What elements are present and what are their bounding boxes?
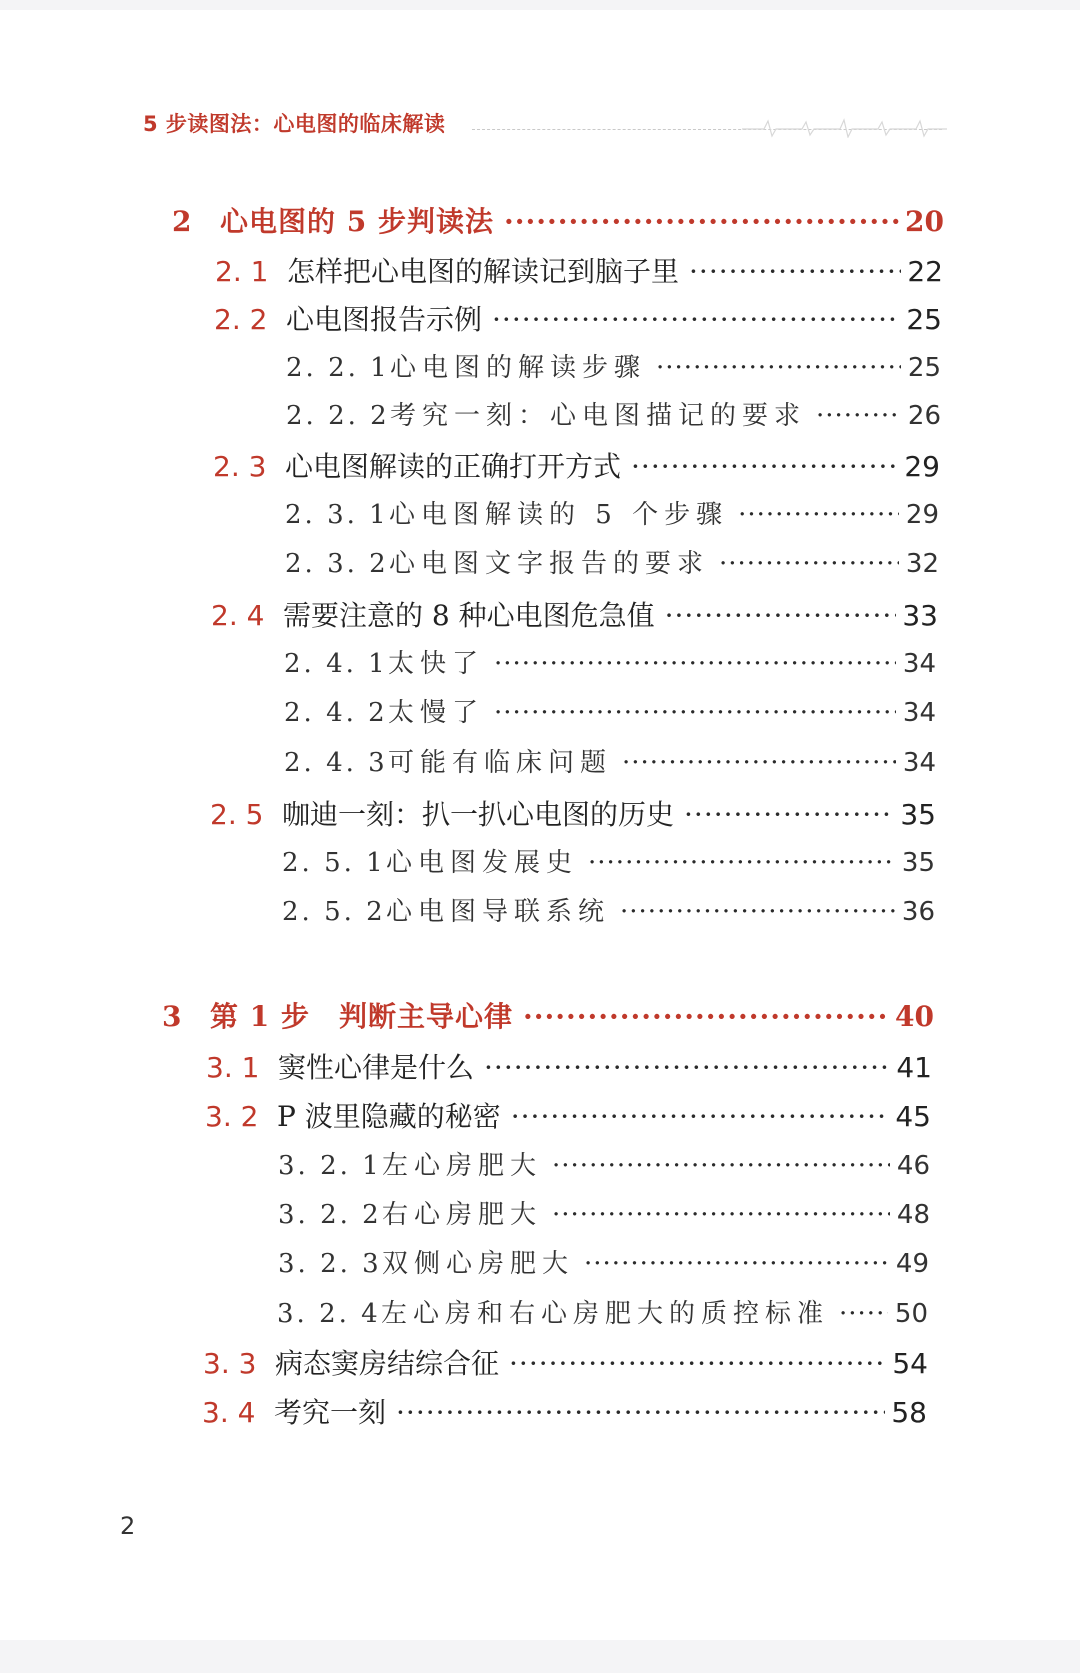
section-number: 2. 5 — [210, 798, 264, 831]
dot-leader — [509, 1347, 886, 1380]
section-title: 病态窦房结综合征 — [275, 1347, 500, 1380]
page-ref: 41 — [896, 1051, 932, 1084]
toc-subsection[interactable] — [286, 395, 941, 432]
section-number: 3. 1 — [206, 1051, 260, 1084]
subsection-title: 心电图解读的 5 个步骤 — [389, 500, 729, 530]
section-number: 2. 4 — [211, 599, 265, 632]
toc-subsection[interactable] — [278, 1194, 930, 1231]
section-number: 2. 3 — [213, 450, 267, 483]
subsection-title: 左心房和右心房肥大的质控标准 — [381, 1299, 830, 1329]
toc-section[interactable] — [203, 1342, 928, 1382]
page-ref: 34 — [902, 698, 936, 728]
page-ref: 20 — [905, 205, 944, 238]
dot-leader — [494, 649, 896, 679]
subsection-number: 3. 2. 2 — [278, 1200, 382, 1230]
toc-subsection[interactable] — [278, 1243, 929, 1280]
dot-leader — [631, 450, 898, 483]
dot-leader — [552, 1200, 890, 1230]
section-title: 怎样把心电图的解读记到脑子里 — [287, 255, 680, 288]
dot-leader — [396, 1396, 885, 1429]
dot-leader — [492, 303, 900, 336]
toc-section[interactable] — [211, 594, 938, 634]
page-ref: 35 — [901, 848, 935, 878]
toc-chapter[interactable] — [172, 200, 944, 240]
scan-edge-bottom — [0, 1640, 1080, 1673]
dot-leader — [719, 549, 899, 579]
section-title: 窦性心律是什么 — [278, 1051, 475, 1084]
subsection-number: 3. 2. 3 — [278, 1249, 382, 1279]
chapter-number: 3 — [162, 1000, 182, 1033]
dot-leader — [622, 748, 896, 778]
ecg-trace-decoration — [742, 116, 947, 138]
dot-leader — [684, 798, 894, 831]
dot-leader — [504, 205, 899, 238]
page-ref: 48 — [896, 1200, 930, 1230]
toc-section[interactable] — [206, 1046, 932, 1086]
section-title: 咖迪一刻：扒一扒心电图的历史 — [282, 798, 675, 831]
page-ref: 33 — [902, 599, 938, 632]
dot-leader — [816, 401, 901, 431]
dot-leader — [584, 1249, 889, 1279]
toc-chapter[interactable] — [162, 995, 934, 1035]
running-header: 5 步读图法：心电图的临床解读 — [143, 112, 446, 136]
toc-subsection[interactable] — [284, 643, 936, 680]
toc-subsection[interactable] — [282, 891, 935, 928]
subsection-title: 右心房肥大 — [382, 1200, 543, 1230]
toc-subsection[interactable] — [278, 1145, 930, 1182]
subsection-number: 2. 3. 1 — [285, 500, 389, 530]
toc-section[interactable] — [215, 250, 943, 290]
section-title: 考究一刻 — [274, 1396, 387, 1429]
page-ref: 35 — [900, 798, 936, 831]
subsection-number: 3. 2. 4 — [277, 1299, 381, 1329]
subsection-number: 2. 4. 1 — [284, 649, 388, 679]
page-ref: 29 — [905, 500, 939, 530]
section-title: 需要注意的 8 种心电图危急值 — [283, 599, 655, 632]
subsection-title: 太慢了 — [388, 698, 485, 728]
page-ref: 25 — [907, 353, 941, 383]
toc-subsection[interactable] — [277, 1293, 928, 1330]
subsection-title: 可能有临床问题 — [388, 748, 613, 778]
page-ref: 22 — [907, 255, 943, 288]
subsection-number: 2. 3. 2 — [285, 549, 389, 579]
section-number: 2. 1 — [215, 255, 269, 288]
subsection-title: 心电图导联系统 — [386, 897, 611, 927]
dot-leader — [665, 599, 897, 632]
page-ref: 49 — [895, 1249, 929, 1279]
page-ref: 46 — [896, 1151, 930, 1181]
page-ref: 36 — [901, 897, 935, 927]
subsection-title: 考究一刻：心电图描记的要求 — [390, 401, 807, 431]
subsection-title: 左心房肥大 — [382, 1151, 543, 1181]
section-title: 心电图解读的正确打开方式 — [285, 450, 622, 483]
subsection-title: 心电图的解读步骤 — [390, 353, 647, 383]
page-ref: 34 — [902, 748, 936, 778]
dot-leader — [511, 1100, 890, 1133]
page-number: 2 — [120, 1512, 136, 1540]
subsection-number: 2. 5. 1 — [282, 848, 386, 878]
page-ref: 25 — [906, 303, 942, 336]
chapter-number: 2 — [172, 205, 192, 238]
section-number: 2. 2 — [214, 303, 268, 336]
subsection-title: 心电图发展史 — [386, 848, 579, 878]
subsection-title: 太快了 — [388, 649, 485, 679]
page-ref: 50 — [894, 1299, 928, 1329]
subsection-number: 2. 2. 2 — [286, 401, 390, 431]
subsection-number: 2. 5. 2 — [282, 897, 386, 927]
toc-subsection[interactable] — [284, 692, 936, 729]
page-ref: 54 — [892, 1347, 928, 1380]
dot-leader — [689, 255, 901, 288]
dot-leader — [588, 848, 895, 878]
page-ref: 32 — [905, 549, 939, 579]
section-number: 3. 2 — [205, 1100, 259, 1133]
chapter-title: 第 1 步 判断主导心律 — [210, 1000, 513, 1033]
page-ref: 29 — [904, 450, 940, 483]
toc-subsection[interactable] — [285, 494, 939, 531]
subsection-number: 2. 2. 1 — [286, 353, 390, 383]
chapter-title: 心电图的 5 步判读法 — [220, 205, 494, 238]
page-ref: 58 — [891, 1396, 927, 1429]
page-ref: 45 — [895, 1100, 931, 1133]
toc-section[interactable] — [213, 445, 940, 485]
dot-leader — [484, 1051, 890, 1084]
toc-section[interactable] — [214, 298, 942, 338]
section-title: P 波里隐藏的秘密 — [277, 1100, 501, 1133]
page-ref: 40 — [895, 1000, 934, 1033]
dot-leader — [839, 1299, 888, 1329]
subsection-number: 3. 2. 1 — [278, 1151, 382, 1181]
dot-leader — [494, 698, 896, 728]
toc-subsection[interactable] — [282, 842, 935, 879]
toc-subsection[interactable] — [286, 347, 941, 384]
scan-edge-top — [0, 0, 1080, 10]
dot-leader — [552, 1151, 890, 1181]
dot-leader — [738, 500, 899, 530]
subsection-title: 双侧心房肥大 — [382, 1249, 575, 1279]
subsection-number: 2. 4. 2 — [284, 698, 388, 728]
subsection-title: 心电图文字报告的要求 — [389, 549, 710, 579]
dot-leader — [656, 353, 901, 383]
toc-subsection[interactable] — [285, 543, 939, 580]
toc-section[interactable] — [202, 1391, 927, 1431]
dot-leader — [523, 1000, 889, 1033]
section-number: 3. 4 — [202, 1396, 256, 1429]
section-number: 3. 3 — [203, 1347, 257, 1380]
subsection-number: 2. 4. 3 — [284, 748, 388, 778]
toc-section[interactable] — [205, 1095, 931, 1135]
dot-leader — [620, 897, 895, 927]
page-ref: 34 — [902, 649, 936, 679]
toc-section[interactable] — [210, 793, 936, 833]
page-ref: 26 — [907, 401, 941, 431]
section-title: 心电图报告示例 — [286, 303, 483, 336]
toc-subsection[interactable] — [284, 742, 936, 779]
